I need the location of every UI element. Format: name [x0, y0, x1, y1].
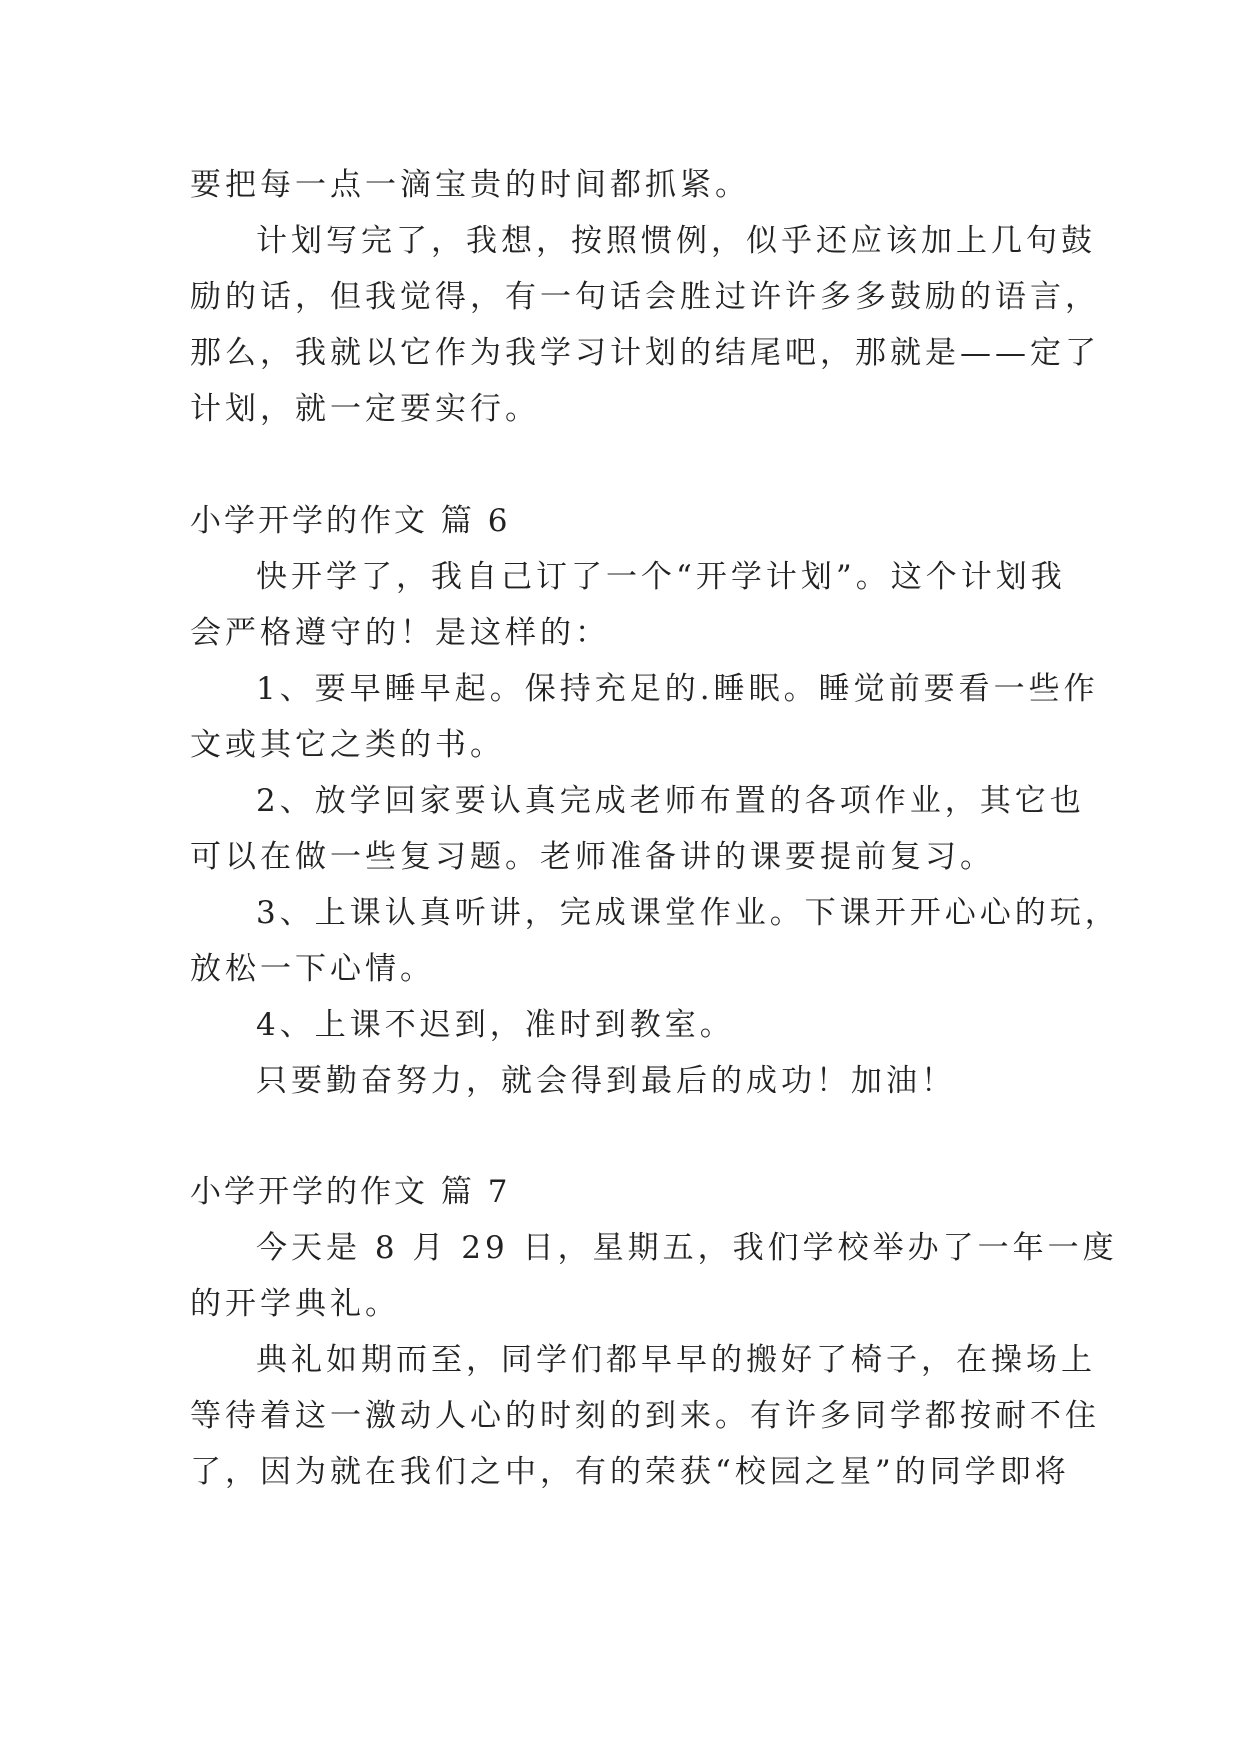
- paragraph-line: 放松一下心情。: [190, 951, 435, 987]
- paragraph-line: 只要勤奋努力，就会得到最后的成功！加油！: [256, 1063, 956, 1099]
- paragraph-line: 的开学典礼。: [190, 1286, 400, 1322]
- paragraph-line: 2、放学回家要认真完成老师布置的各项作业，其它也: [256, 783, 1085, 819]
- paragraph-line: 今天是 8 月 29 日，星期五，我们学校举办了一年一度: [256, 1230, 1118, 1266]
- paragraph-line: 了，因为就在我们之中，有的荣获“校园之星”的同学即将: [190, 1454, 1070, 1490]
- paragraph-line: 计划，就一定要实行。: [190, 391, 540, 427]
- section-heading: 小学开学的作文 篇 7: [190, 1174, 511, 1210]
- paragraph-line: 计划写完了，我想，按照惯例，似乎还应该加上几句鼓: [256, 223, 1096, 259]
- paragraph-line: 3、上课认真听讲，完成课堂作业。下课开开心心的玩，: [256, 895, 1120, 931]
- paragraph-line: 那么，我就以它作为我学习计划的结尾吧，那就是——定了: [190, 335, 1100, 371]
- paragraph-line: 典礼如期而至，同学们都早早的搬好了椅子，在操场上: [256, 1342, 1096, 1378]
- paragraph-line: 可以在做一些复习题。老师准备讲的课要提前复习。: [190, 839, 995, 875]
- paragraph-line: 励的话，但我觉得，有一句话会胜过许许多多鼓励的语言，: [190, 279, 1100, 315]
- paragraph-line: 4、上课不迟到，准时到教室。: [256, 1007, 735, 1043]
- paragraph-line: 快开学了，我自己订了一个“开学计划”。这个计划我: [256, 559, 1066, 595]
- paragraph-line: 会严格遵守的！是这样的：: [190, 615, 610, 651]
- paragraph-line: 1、要早睡早起。保持充足的.睡眠。睡觉前要看一些作: [256, 671, 1099, 707]
- paragraph-line: 等待着这一激动人心的时刻的到来。有许多同学都按耐不住: [190, 1398, 1100, 1434]
- paragraph-line: 要把每一点一滴宝贵的时间都抓紧。: [190, 167, 750, 203]
- section-heading: 小学开学的作文 篇 6: [190, 503, 511, 539]
- paragraph-line: 文或其它之类的书。: [190, 727, 505, 763]
